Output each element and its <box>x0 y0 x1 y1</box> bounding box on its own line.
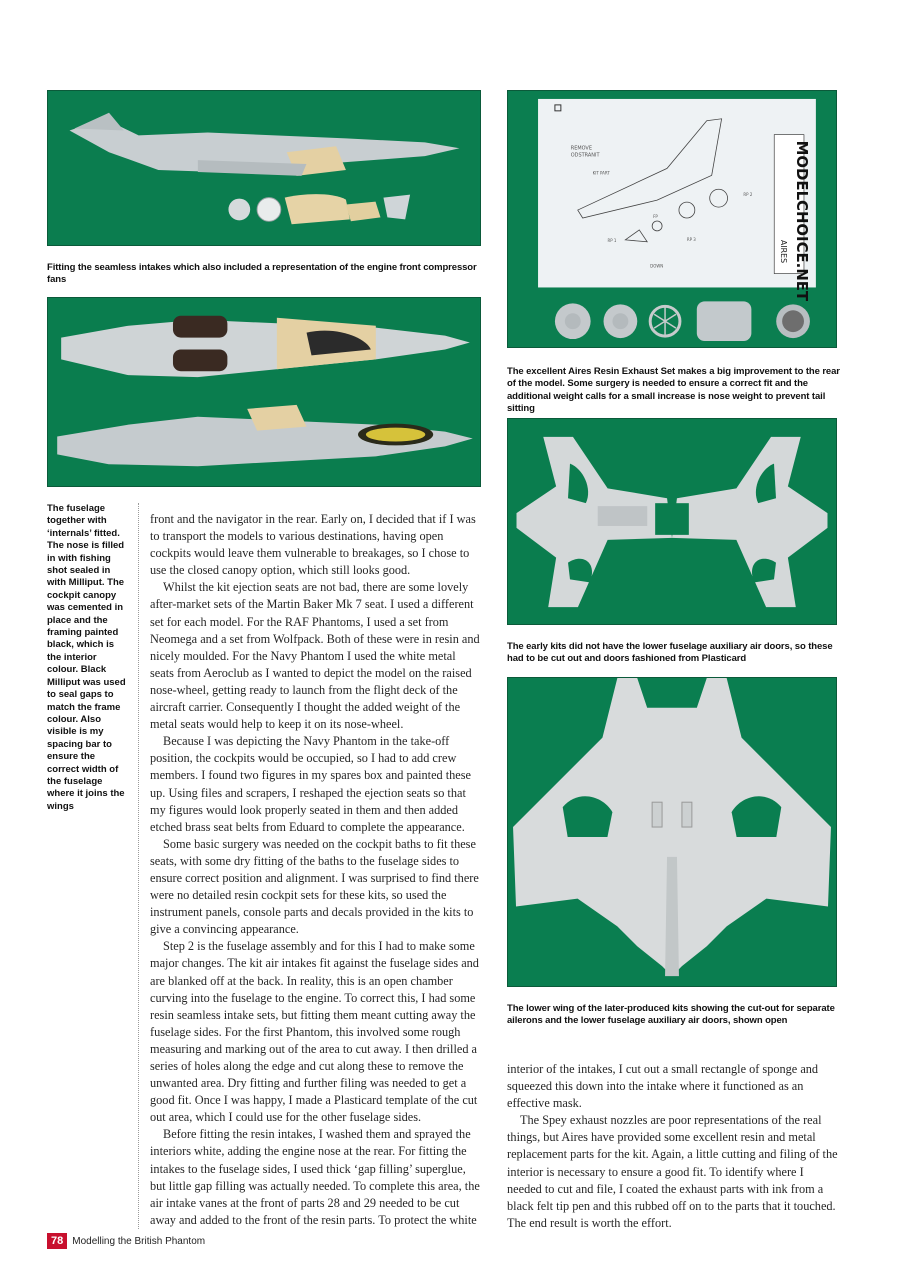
brand-label: MODELCHOICE.NET <box>793 140 812 302</box>
caption-photo-later-kits: The lower wing of the later-produced kits showing the cut-out for separate ailerons and the lower fuselage auxiliary air doors, shown open <box>507 1003 835 1027</box>
rp1-label: RP 1 <box>607 237 617 243</box>
instruction-sheet-illustration <box>508 91 836 347</box>
caption-fuselage-internals: The fuselage together with ‘internals’ fitted. The nose is filled in with fishing shot sealed in with Milliput. The cockpit canopy was cemented in place and the framing painted black, which is the interior colour. Black Milliput was used to seal gaps to match the frame colour. Also visible is my spacing bar to ensure the correct width of the fuselage where it joins the wings <box>47 503 126 812</box>
rp3-label: RP 3 <box>686 236 696 242</box>
down-label: DOWN <box>650 263 664 269</box>
page-footer <box>47 1233 205 1249</box>
fuselage-half-illustration <box>48 91 480 245</box>
body-text-left-column <box>150 511 481 1229</box>
publication-title: Modelling the British Phantom <box>72 1235 206 1247</box>
body-text-right-column <box>507 1061 840 1232</box>
remove-label: REMOVE <box>570 145 592 152</box>
caption-photo-intakes: Fitting the seamless intakes which also included a representation of the engine front compressor fans <box>47 262 477 286</box>
maker-label: AIRES <box>779 239 789 264</box>
paragraph: Before fitting the resin intakes, I washed them and sprayed the interiors white, adding the engine nose at the rear. For fitting the intakes to the fuselage sides, I used thick ‘gap filling’ superglue, but little gap filling was actually needed. To complete this area, the air intake vanes at the front of parts 28 and 29 needed to be cut away and added to the front of the resin parts. To protect the white <box>150 1127 480 1227</box>
lower-wing-cutout-illustration <box>508 678 836 986</box>
photo-fuselages-internals <box>47 297 481 487</box>
page-number: 78 <box>47 1233 67 1249</box>
kit-part-label: KIT PART <box>592 170 610 176</box>
paragraph: interior of the intakes, I cut out a small rectangle of sponge and squeezed this down into the intake where it functioned as an effective mask. <box>507 1062 819 1111</box>
lower-wings-illustration <box>508 419 836 624</box>
caption-photo-exhaust: The excellent Aires Resin Exhaust Set makes a big improvement to the rear of the model. Some surgery is needed to ensure a correct fit and the additional weight calls for a small increase is nose weight to prevent tail sitting <box>507 366 840 415</box>
photo-later-kit-lower-wing <box>507 677 837 987</box>
paragraph: front and the navigator in the rear. Early on, I decided that if I was to transport the models to various destinations, having open cockpits would leave them vulnerable to breakages, so I chose to use the closed canopy option, which still looks good. <box>150 512 476 578</box>
two-fuselages-illustration <box>48 298 480 486</box>
paragraph: Some basic surgery was needed on the cockpit baths to fit these seats, with some dry fitting of the baths to the fuselage sides to ensure correct position and alignment. I was surprised to find there were no detailed resin cockpit sets for these kits, so used the instrument panels, console parts and decals provided in the kits to give a convincing appearance. <box>150 836 479 937</box>
paragraph: Because I was depicting the Navy Phantom in the take-off position, the cockpits would be occupied, so I had to add crew members. I found two figures in my spares box and painted these up. Using files and scrapers, I reshaped the ejection seats so that my figures would look properly seated in them and then added etched brass seat belts from Eduard to complete the appearance. <box>150 734 472 834</box>
paragraph: Whilst the kit ejection seats are not bad, there are some lovely after-market sets of the Martin Baker Mk 7 seat. I used a different set for each model. For the RAF Phantoms, I used a set from Neomega and a set from Wolfpack. Both of these were in resin and nicely moulded. For the Navy Phantom I used the white metal seats from Aeroclub as I wanted to depict the model on the raised nose-wheel, getting ready to launch from the flight deck of the aircraft carrier. Consequently I thought the added weight of the metal seats would help to keep it on its nose-wheel. <box>150 580 480 732</box>
fp-label: FP <box>653 214 658 220</box>
column-divider <box>138 503 139 1229</box>
odstranit-label: ODSTRANIT <box>570 152 600 159</box>
caption-photo-early-kits: The early kits did not have the lower fuselage auxiliary air doors, so these had to be cut out and doors fashioned from Plasticard <box>507 641 833 665</box>
paragraph: Step 2 is the fuselage assembly and for this I had to make some major changes. The kit air intakes fit against the fuselage sides and are blanked off at the back. In reality, this is an open chamber curving into the fuselage to the engine. To correct this, I had some resin seamless intake sets, but fitting them meant cutting away the fuselage sides. For the first Phantom, this involved some rough measuring and marking out of the area to cut away. I then drilled a series of holes along the edge and cut along these to remove the unwanted area. Dry fitting and further filing was needed to get a good fit. Once I was happy, I made a Plasticard template of the cut out area, which I could use for the other fuselage sides. <box>150 939 479 1125</box>
rp2-label: RP 2 <box>743 192 753 198</box>
paragraph: The Spey exhaust nozzles are poor representations of the real things, but Aires have provided some excellent resin and metal replacement parts for the kit. Again, a little cutting and filing of the interior is necessary to ensure a good fit. To identify where I needed to cut and file, I coated the exhaust parts with ink from a black felt tip pen and this rubbed off on to the parts that it touched. The end result is worth the effort. <box>507 1113 838 1230</box>
photo-early-kit-lower-wings <box>507 418 837 625</box>
photo-seamless-intakes <box>47 90 481 246</box>
photo-aires-exhaust-set <box>507 90 837 348</box>
